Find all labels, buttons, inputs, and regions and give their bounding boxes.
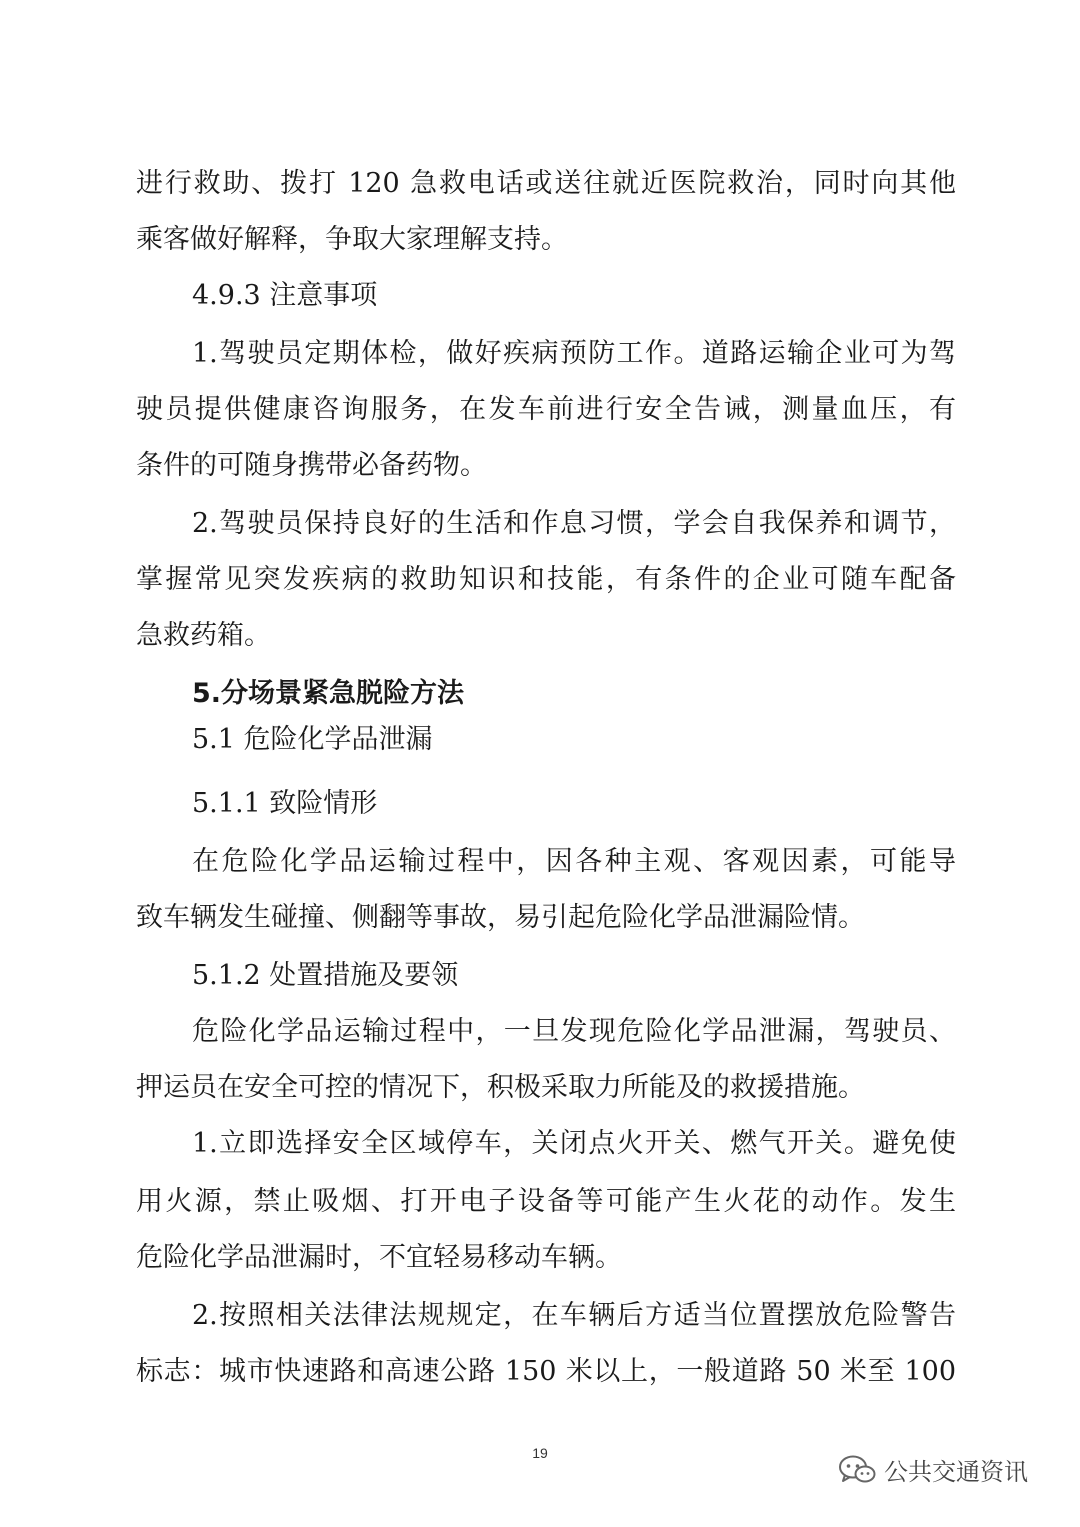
body-text-line: 1.驾驶员定期体检，做好疾病预防工作。道路运输企业可为驾	[192, 338, 956, 369]
body-text-line: 用火源，禁止吸烟、打开电子设备等可能产生火花的动作。发生	[136, 1186, 956, 1217]
body-text-line: 乘客做好解释，争取大家理解支持。	[136, 224, 568, 255]
body-text-line: 1.立即选择安全区域停车，关闭点火开关、燃气开关。避免使	[192, 1128, 956, 1159]
wechat-icon	[838, 1454, 876, 1486]
watermark	[838, 1452, 1028, 1487]
watermark-text: 公共交通资讯	[884, 1458, 1028, 1486]
body-text-line: 标志：城市快速路和高速公路 150 米以上，一般道路 50 米至 100	[136, 1356, 956, 1387]
body-text-line: 2.按照相关法律法规规定，在车辆后方适当位置摆放危险警告	[192, 1300, 956, 1331]
section-heading-5-1-1: 5.1.1 致险情形	[192, 788, 378, 819]
body-text-line: 条件的可随身携带必备药物。	[136, 450, 487, 481]
section-heading-5-1-2: 5.1.2 处置措施及要领	[192, 960, 459, 991]
body-text-line: 致车辆发生碰撞、侧翻等事故，易引起危险化学品泄漏险情。	[136, 902, 865, 933]
body-text-line: 急救药箱。	[136, 620, 271, 651]
body-text-line: 在危险化学品运输过程中，因各种主观、客观因素，可能导	[192, 846, 956, 877]
body-text-line: 2.驾驶员保持良好的生活和作息习惯，学会自我保养和调节，	[192, 508, 956, 539]
section-heading-4-9-3: 4.9.3 注意事项	[192, 280, 378, 311]
section-heading-5: 5.分场景紧急脱险方法	[192, 678, 465, 709]
body-text-line: 进行救助、拨打 120 急救电话或送往就近医院救治，同时向其他	[136, 168, 956, 199]
body-text-line: 押运员在安全可控的情况下，积极采取力所能及的救援措施。	[136, 1072, 865, 1103]
page-number: 19	[532, 1445, 548, 1461]
section-heading-5-1: 5.1 危险化学品泄漏	[192, 724, 433, 755]
body-text-line: 危险化学品泄漏时，不宜轻易移动车辆。	[136, 1242, 622, 1273]
body-text-line: 危险化学品运输过程中，一旦发现危险化学品泄漏，驾驶员、	[192, 1016, 956, 1047]
body-text-line: 驶员提供健康咨询服务，在发车前进行安全告诫，测量血压，有	[136, 394, 956, 425]
body-text-line: 掌握常见突发疾病的救助知识和技能，有条件的企业可随车配备	[136, 564, 956, 595]
